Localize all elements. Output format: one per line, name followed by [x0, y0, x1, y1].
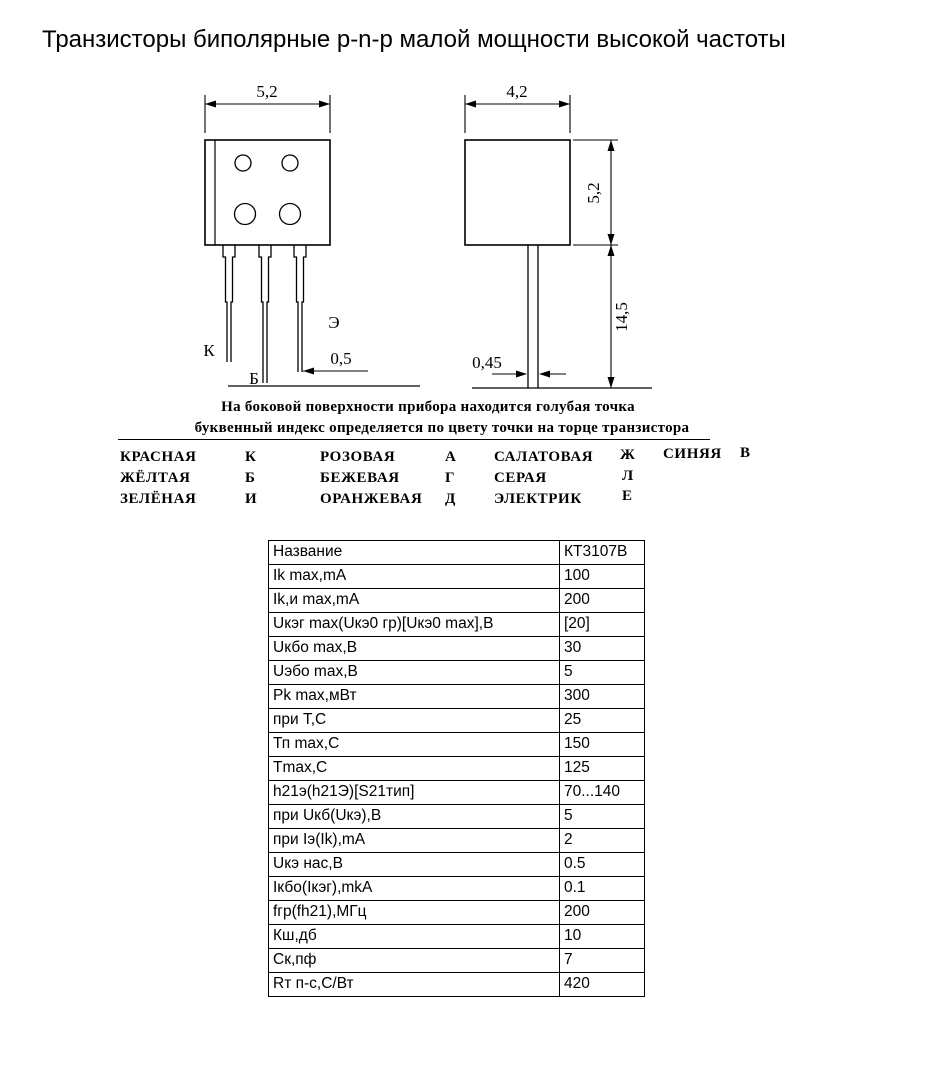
- table-row: [269, 661, 645, 685]
- color-index: Г: [445, 470, 456, 486]
- table-row: [269, 637, 645, 661]
- param-name: Uкбо max,В: [269, 637, 560, 661]
- table-row: [269, 709, 645, 733]
- param-value: 100: [560, 565, 645, 589]
- color-index: Е: [622, 488, 633, 504]
- param-name-header: Название: [269, 541, 560, 565]
- table-row: [269, 853, 645, 877]
- param-name: Ik,и max,mA: [269, 589, 560, 613]
- side-depth-dim-label: 4,2: [506, 82, 528, 101]
- param-name: при Iэ(Ik),mA: [269, 829, 560, 853]
- param-name: при Uкб(Uкэ),В: [269, 805, 560, 829]
- side-dimension-lines: [465, 95, 652, 388]
- color-index: Ж: [620, 447, 636, 463]
- table-row: [269, 685, 645, 709]
- table-row: [269, 757, 645, 781]
- side-body-outline: [465, 140, 570, 245]
- param-name: Pk max,мВт: [269, 685, 560, 709]
- param-value: [20]: [560, 613, 645, 637]
- color-index: Д: [445, 491, 456, 507]
- param-name: Uкэг max(Uкэ0 гр)[Uкэ0 max],В: [269, 613, 560, 637]
- parameters-table: [268, 540, 645, 997]
- color-index: В: [740, 445, 751, 461]
- color-index: А: [445, 449, 457, 465]
- param-value: 30: [560, 637, 645, 661]
- front-body-outline: [205, 140, 330, 245]
- front-leads: [223, 245, 306, 383]
- color-name: ОРАНЖЕВАЯ: [320, 491, 423, 507]
- table-row: [269, 733, 645, 757]
- table-row: [269, 877, 645, 901]
- color-name: ЭЛЕКТРИК: [494, 491, 582, 507]
- color-index: И: [245, 491, 258, 507]
- color-name: СИНЯЯ: [663, 446, 722, 462]
- param-value: 150: [560, 733, 645, 757]
- param-name: при Т,С: [269, 709, 560, 733]
- table-row: [269, 805, 645, 829]
- note-line-1: На боковой поверхности прибора находится голубая точка: [221, 399, 635, 415]
- param-value: 5: [560, 805, 645, 829]
- param-value: 125: [560, 757, 645, 781]
- param-name: h21э(h21Э)[S21тип]: [269, 781, 560, 805]
- param-value: 5: [560, 661, 645, 685]
- param-value: 0.5: [560, 853, 645, 877]
- table-row: [269, 589, 645, 613]
- param-name: Кш,дб: [269, 925, 560, 949]
- table-row: [269, 613, 645, 637]
- page-title: Транзисторы биполярные p-n-p малой мощности высокой частоты: [42, 26, 786, 53]
- param-value: 2: [560, 829, 645, 853]
- front-width-dim-label: 5,2: [256, 82, 278, 101]
- color-name: ЗЕЛЁНАЯ: [120, 491, 197, 507]
- param-value: 7: [560, 949, 645, 973]
- color-name: БЕЖЕВАЯ: [320, 470, 400, 486]
- color-name: РОЗОВАЯ: [320, 449, 396, 465]
- param-value: 25: [560, 709, 645, 733]
- param-name: Rт п-с,С/Вт: [269, 973, 560, 997]
- front-body-holes: [235, 155, 301, 225]
- side-height-dim-label: 5,2: [584, 182, 603, 204]
- table-header-row: [269, 541, 645, 565]
- param-name: Ik max,mA: [269, 565, 560, 589]
- color-name: СЕРАЯ: [494, 470, 547, 486]
- param-name: Iкбо(Iкэг),mkA: [269, 877, 560, 901]
- param-name: Uэбо max,В: [269, 661, 560, 685]
- table-row: [269, 781, 645, 805]
- pin-label-collector: К: [203, 341, 215, 360]
- side-lead: [528, 245, 538, 388]
- table-row: [269, 949, 645, 973]
- param-name: Uкэ нас,В: [269, 853, 560, 877]
- param-name: Ск,пф: [269, 949, 560, 973]
- param-name: Тп max,С: [269, 733, 560, 757]
- side-lead-length-dim-label: 14,5: [612, 302, 631, 332]
- param-value: 200: [560, 901, 645, 925]
- param-value: 420: [560, 973, 645, 997]
- pin-label-base: Б: [249, 369, 259, 388]
- param-value: 0.1: [560, 877, 645, 901]
- table-row: [269, 973, 645, 997]
- color-index: Б: [245, 470, 256, 486]
- pin-label-emitter: Э: [328, 313, 340, 332]
- color-index: Л: [622, 468, 634, 484]
- param-name: fгр(fh21),МГц: [269, 901, 560, 925]
- param-value-header: КТ3107В: [560, 541, 645, 565]
- table-row: [269, 901, 645, 925]
- color-name: ЖЁЛТАЯ: [120, 470, 191, 486]
- color-name: САЛАТОВАЯ: [494, 449, 594, 465]
- side-lead-thickness-dim-label: 0,45: [472, 353, 502, 372]
- param-value: 10: [560, 925, 645, 949]
- note-line-2: буквенный индекс определяется по цвету точки на торце транзистора: [194, 420, 690, 436]
- color-index: К: [245, 449, 257, 465]
- front-dimension-lines: [205, 95, 420, 386]
- param-value: 70...140: [560, 781, 645, 805]
- front-lead-width-dim-label: 0,5: [330, 349, 352, 368]
- table-row: [269, 565, 645, 589]
- table-row: [269, 925, 645, 949]
- color-name: КРАСНАЯ: [120, 449, 197, 465]
- divider-line: [118, 439, 710, 440]
- side-view: [465, 82, 652, 388]
- table-row: [269, 829, 645, 853]
- param-name: Tmax,С: [269, 757, 560, 781]
- param-value: 200: [560, 589, 645, 613]
- front-view: [203, 82, 420, 388]
- param-value: 300: [560, 685, 645, 709]
